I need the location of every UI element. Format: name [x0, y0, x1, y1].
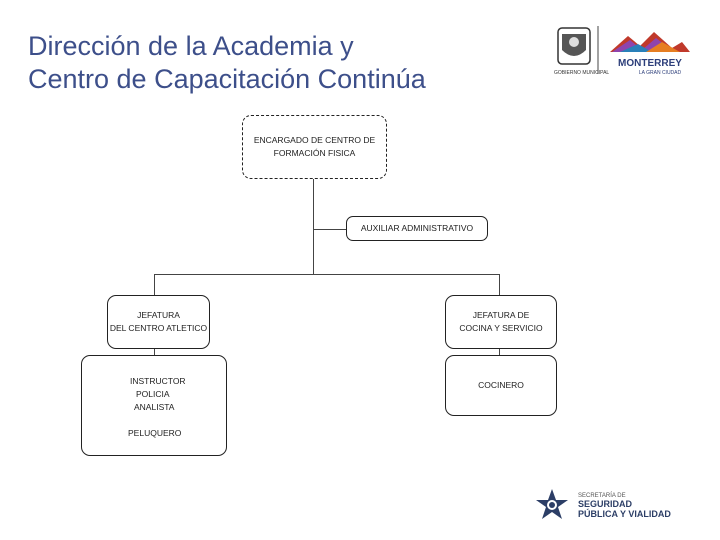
- org-box-assistant-label: AUXILIAR ADMINISTRATIVO: [360, 223, 474, 233]
- municipal-seal-icon: [558, 28, 590, 64]
- org-box-head-line-2: FORMACIÓN FISICA: [273, 148, 356, 158]
- org-box-left-staff-line-1: INSTRUCTOR: [130, 376, 186, 386]
- title-line-1: Dirección de la Academia y: [28, 31, 354, 61]
- monterrey-tagline: LA GRAN CIUDAD: [638, 70, 682, 76]
- page-title: [28, 30, 548, 96]
- org-box-assistant: [346, 216, 488, 241]
- connector-head-vertical: [313, 178, 314, 274]
- connector-horizontal-bar: [154, 274, 500, 275]
- org-box-right-head: [445, 295, 557, 349]
- org-box-left-staff-line-3: ANALISTA: [134, 402, 175, 412]
- org-box-left-head: [107, 295, 210, 349]
- org-box-right-head-line-2: COCINA Y SERVICIO: [459, 323, 543, 333]
- org-box-left-staff-line-2: POLICIA: [136, 389, 170, 399]
- org-box-left-head-line-1: JEFATURA: [137, 310, 180, 320]
- seguridad-publica-logo: [532, 487, 712, 527]
- org-box-head: [242, 115, 387, 179]
- title-line-2: Centro de Capacitación Continúa: [28, 64, 426, 94]
- police-star-icon: [536, 489, 568, 519]
- municipal-caption: GOBIERNO MUNICIPAL: [554, 70, 610, 76]
- org-box-right-staff-line-1: COCINERO: [478, 380, 524, 390]
- secretaria-label: SECRETARÍA DE: [578, 493, 626, 499]
- connector-right-drop: [499, 274, 500, 296]
- org-box-left-staff: [81, 355, 227, 456]
- connector-left-drop: [154, 274, 155, 296]
- org-box-left-staff-line-4: PELUQUERO: [128, 428, 182, 438]
- monterrey-logo: [550, 22, 710, 80]
- publica-vialidad-label: PÚBLICA Y VIALIDAD: [578, 509, 671, 519]
- org-box-right-staff: [445, 355, 557, 416]
- org-box-left-head-line-2: DEL CENTRO ATLETICO: [109, 323, 208, 333]
- org-box-right-head-line-1: JEFATURA DE: [472, 310, 530, 320]
- monterrey-mountains-icon: [610, 32, 690, 52]
- seguridad-label: SEGURIDAD: [578, 499, 633, 509]
- monterrey-name: MONTERREY: [618, 58, 682, 69]
- connector-assistant-branch: [313, 229, 347, 230]
- org-box-head-line-1: ENCARGADO DE CENTRO DE: [253, 135, 376, 145]
